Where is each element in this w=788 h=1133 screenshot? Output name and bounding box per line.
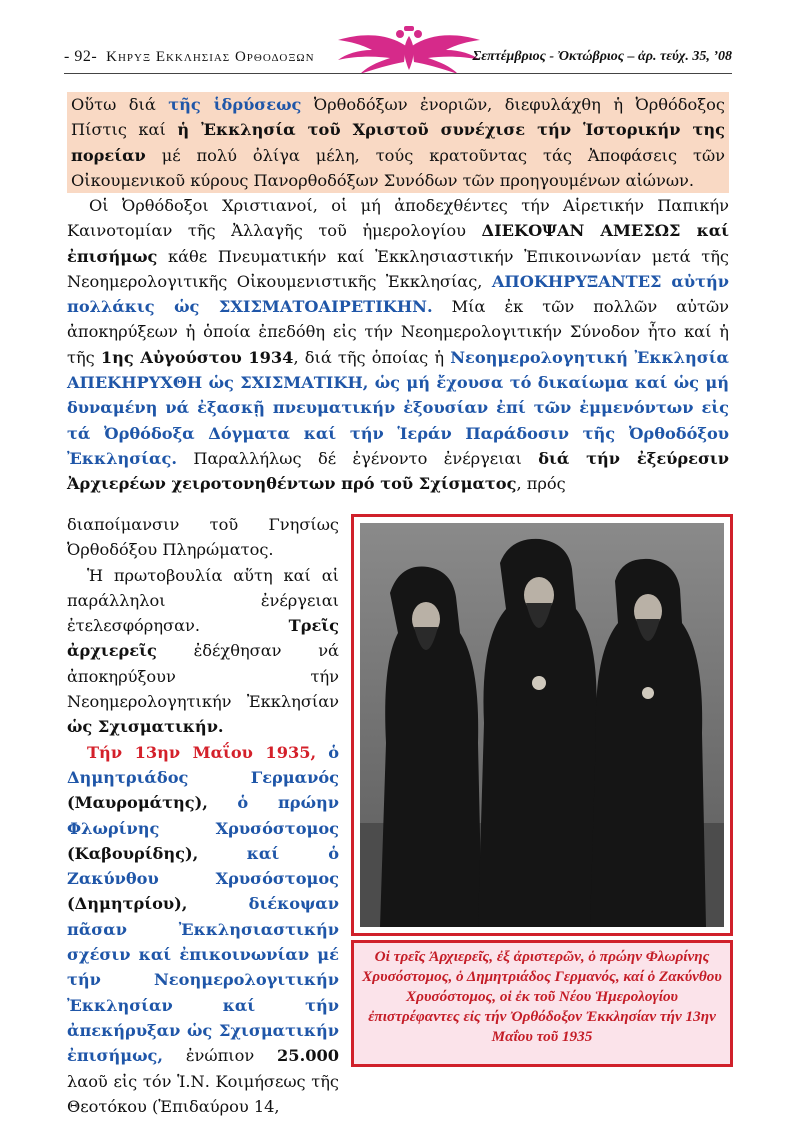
page-header — [64, 40, 732, 76]
publication-title: Κηρυξ Εκκλησιας Ορθοδοξων — [106, 49, 315, 65]
text-run: ὁ πρώην Φλωρίνης Χρυσόστομος — [67, 793, 339, 838]
text-run: κάθε Πνευματικήν καί Ἐκκλησιαστικήν Ἐπικοινωνίαν μετά τῆς Νεοημερολογιτικῆς Οἰκουμενιστικῆς Ἐκκλησίας, — [67, 246, 729, 291]
text-run: Τήν 13ην Μαΐου 1935, — [87, 742, 317, 762]
column-paragraph-2 — [67, 563, 339, 740]
text-run: ΔΙΕΚΟΨΑΝ ΑΜΕΣΩΣ καί ἐπισήμως — [67, 221, 729, 266]
double-headed-eagle-icon — [334, 26, 484, 78]
text-run: τῆς ἱδρύσεως — [168, 95, 302, 114]
paragraph-main — [67, 193, 729, 497]
text-run: 25.000 — [277, 1046, 339, 1066]
left-column — [67, 512, 339, 1119]
photo-illustration — [360, 523, 724, 927]
text-run: διά τήν ἐξεύρεσιν Ἀρχιερέων χειροτονηθέντων πρό τοῦ Σχίσματος — [67, 448, 729, 494]
text-run: καί ὁ Ζακύνθου Χρυσόστομος — [67, 843, 339, 889]
issue-info: Σεπτέμβριος - Ὀκτώβριος – ἀρ. τεύχ. 35, ’08 — [472, 49, 732, 64]
text-run — [187, 894, 248, 913]
highlighted-paragraph — [67, 92, 729, 193]
photo-three-bishops — [360, 523, 724, 927]
text-run: ἐδέχθησαν νά ἀποκηρύξουν τήν Νεοημερολογητικήν Ἐκκλησίαν — [67, 641, 339, 712]
text-run: (Καβουρίδης), — [67, 843, 199, 863]
text-run: Μία ἐκ τῶν πολλῶν αὐτῶν ἀποκηρύξεων ἡ ὁποία ἐπεδόθη εἰς τήν Νεοημερολογιτικήν Σύνοδον ἦτο καί ἡ τῆς — [67, 297, 729, 367]
text-run: ὡς Σχισματικήν. — [67, 717, 224, 737]
column-paragraph-3 — [67, 740, 339, 1119]
column-paragraph-1 — [67, 512, 339, 563]
text-run: 1ης Αὐγούστου 1934 — [100, 347, 294, 367]
header-left — [64, 48, 315, 66]
text-run: Ὀρθοδόξων ἐνοριῶν, διεφυλάχθη ἡ Ὀρθόδοξος Πίστις καί — [71, 95, 725, 140]
page-number: - 92- — [64, 48, 98, 65]
text-run: (Μαυρομάτης), — [67, 793, 208, 813]
text-run: λαοῦ εἰς τόν Ἱ.Ν. Κοιμήσεως τῆς Θεοτόκου (Ἐπιδαύρου 14, — [67, 1071, 339, 1116]
text-run — [198, 844, 247, 863]
text-run: διαποίμανσιν τοῦ Γνησίως Ὀρθοδόξου Πληρώματος. — [67, 515, 339, 560]
photo-caption: Οἱ τρεῖς Ἀρχιερεῖς, ἐξ ἀριστερῶν, ὁ πρώην Φλωρίνης Χρυσόστομος, ὁ Δημητριάδος Γερμανός, καί ὁ Ζακύνθου Χρυσόστομος, οἱ ἐκ τοῦ Νέου Ἡμερολογίου ἐπιστρέφαντες εἰς τήν Ὀρθόδοξον Ἐκκλησίαν τήν 13ην Μαΐου τοῦ 1935 — [351, 940, 733, 1067]
text-run: Οἱ Ὀρθόδοξοι Χριστιανοί, οἱ μή ἀποδεχθέντες τήν Αἱρετικήν Παπικήν Καινοτομίαν τῆς Ἀλλαγῆς τοῦ ἡμερολογίου — [67, 196, 729, 241]
text-run — [208, 793, 237, 812]
text-run: Τρεῖς ἀρχιερεῖς — [67, 616, 339, 661]
text-run: Ἡ πρωτοβουλία αὕτη καί αἱ παράλληλοι ἐνέργειαι ἐτελεσφόρησαν. — [67, 565, 339, 636]
text-run: διέκοψαν πᾶσαν Ἐκκλησιαστικήν σχέσιν καί ἐπικοινωνίαν μέ τήν Νεοημερολογιτικήν Ἐκκλησίαν καί τήν ἀπεκήρυξαν ὡς Σχισματικήν ἐπισήμως, — [67, 894, 339, 1066]
text-run: ἐνώπιον — [162, 1046, 278, 1066]
text-run: ἡ Ἐκκλησία τοῦ Χριστοῦ συνέχισε τήν Ἱστορικήν της πορείαν — [71, 120, 725, 165]
text-run: (Δημητρίου), — [67, 894, 188, 914]
text-run: ὁ Δημητριάδος Γερμανός — [67, 742, 339, 787]
photo-frame — [351, 514, 733, 936]
text-run: ΑΠΟΚΗΡΥΞΑΝΤΕΣ αὐτήν πολλάκις ὡς ΣΧΙΣΜΑΤΟΑΙΡΕΤΙΚΗΝ. — [67, 271, 729, 317]
text-run: μέ πολύ ὀλίγα μέλη, τούς κρατοῦντας τάς Ἀποφάσεις τῶν Οἰκουμενικοῦ κύρους Πανορθοδόξων Συνόδων τῶν προηγουμένων αἰώνων. — [71, 145, 725, 190]
text-run: Παραλλήλως δέ ἐγένοντο ἐνέργειαι — [176, 448, 539, 468]
text-run: Νεοημερολογητική Ἐκκλησία ΑΠΕΚΗΡΥΧΘΗ ὡς ΣΧΙΣΜΑΤΙΚΗ, ὡς μή ἔχουσα τό δικαίωμα καί ὡς μή δυναμένη νά ἐξασκῇ πνευματικήν ἐξουσίαν ἐπί τῶν ἐμμενόντων εἰς τά Ὀρθόδοξα Δόγματα καί τήν Ἱεράν Παράδοσιν τῆς Ὀρθοδόξου Ἐκκλησίας. — [67, 347, 730, 468]
text-run: , πρός — [516, 474, 566, 494]
text-run — [316, 743, 328, 762]
text-run: Οὕτω διά — [71, 95, 169, 114]
header-rule — [64, 73, 732, 74]
text-run: , διά τῆς ὁποίας ἡ — [293, 347, 451, 367]
